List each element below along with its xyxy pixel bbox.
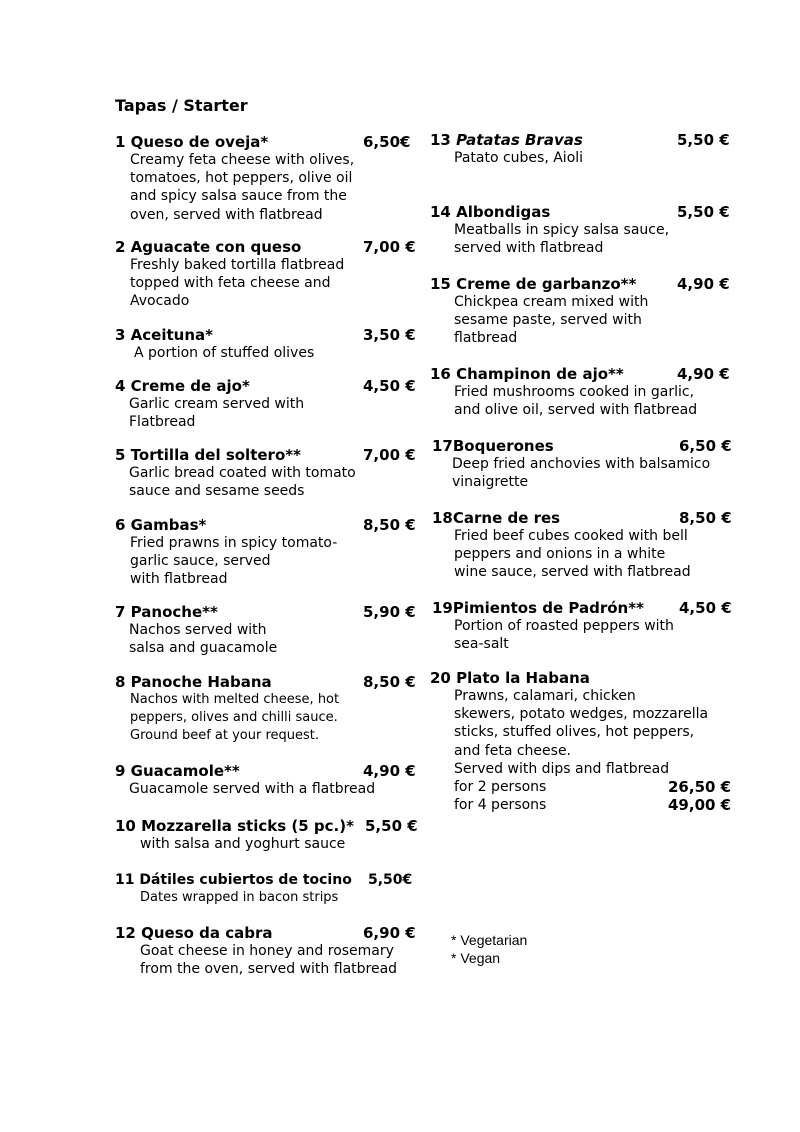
menu-item-2 [115, 238, 415, 311]
item-name: Panoche** [130, 603, 218, 621]
item-description-line: with salsa and yoghurt sauce [140, 836, 346, 852]
item-number: 17 [432, 437, 453, 455]
legend-vegan: * Vegan [451, 950, 501, 966]
item-price: 3,50 € [363, 326, 416, 344]
item-description-line: Meatballs in spicy salsa sauce, [454, 222, 670, 238]
item-number: 16 [430, 365, 451, 383]
item-price: 4,90 € [677, 365, 730, 383]
item-price: 4,90 € [363, 762, 416, 780]
item-name: Tortilla del soltero** [130, 446, 301, 464]
item-name: Mozzarella sticks (5 pc.)* [141, 817, 354, 835]
item-name: Queso de oveja* [130, 133, 269, 151]
serving-option-price: 26,50 € [668, 778, 732, 797]
item-price: 8,50 € [363, 516, 416, 534]
item-description-line: Patato cubes, Aioli [454, 150, 584, 166]
item-description-line: Guacamole served with a flatbread [129, 781, 376, 797]
item-description-line: Fried prawns in spicy tomato- [130, 535, 338, 551]
menu-item-16 [430, 365, 730, 419]
item-price: 5,50 € [677, 131, 730, 149]
item-description-line: Garlic bread coated with tomato [129, 465, 356, 481]
menu-item-12 [115, 924, 420, 978]
item-description-line: from the oven, served with flatbread [140, 961, 398, 978]
item-price: 6,50 € [679, 437, 732, 455]
item-price: 5,50€ [368, 872, 413, 888]
item-number: 13 [430, 131, 451, 149]
item-description-line: tomatoes, hot peppers, olive oil [130, 170, 353, 187]
legend-notes [451, 931, 527, 967]
item-number: 11 [115, 872, 135, 888]
menu-item-6 [115, 516, 415, 589]
menu-item-18 [432, 509, 732, 582]
legend-vegetarian: * Vegetarian [451, 932, 528, 948]
item-description-line: sea-salt [454, 636, 509, 653]
item-description-line: Nachos with melted cheese, hot [130, 692, 340, 707]
item-description-line: Prawns, calamari, chicken [454, 688, 636, 704]
item-description-line: served with flatbread [454, 240, 604, 257]
item-number: 2 [115, 238, 126, 256]
item-price: 4,50 € [679, 599, 732, 617]
item-price: 4,90 € [677, 275, 730, 293]
item-description-line: Served with dips and flatbread [454, 760, 670, 777]
item-description-line: with flatbread [130, 571, 228, 588]
menu-item-5 [115, 446, 415, 500]
item-number: 14 [430, 203, 451, 221]
item-number: 6 [115, 516, 126, 534]
item-name: Boquerones [452, 437, 554, 455]
item-description-line: salsa and guacamole [129, 640, 278, 657]
menu-item-10 [115, 817, 418, 853]
item-description-line: Creamy feta cheese with olives, [130, 152, 355, 168]
item-price: 8,50 € [363, 673, 416, 691]
item-description-line: Goat cheese in honey and rosemary [140, 943, 394, 959]
item-name: Creme de ajo* [130, 377, 250, 395]
item-name: Creme de garbanzo** [456, 275, 637, 293]
item-description-line: sticks, stuffed olives, hot peppers, [454, 724, 695, 741]
menu-item-20 [430, 669, 732, 814]
menu-item-19 [432, 599, 732, 653]
item-number: 4 [115, 377, 126, 395]
item-description-line: Nachos served with [129, 622, 267, 638]
item-price: 6,50€ [363, 133, 411, 151]
item-description-line: sesame paste, served with [454, 312, 642, 329]
menu-item-15 [430, 275, 730, 348]
item-description-line: Chickpea cream mixed with [454, 294, 649, 310]
item-number: 20 [430, 669, 451, 687]
item-price: 7,00 € [363, 446, 416, 464]
item-description-line: flatbread [454, 330, 518, 347]
item-description-line: vinaigrette [452, 474, 529, 491]
item-number: 18 [432, 509, 453, 527]
item-description-line: Deep fried anchovies with balsamico [452, 456, 711, 472]
item-name: Albondigas [456, 203, 551, 221]
serving-option-label: for 4 persons [454, 797, 547, 814]
item-name: Guacamole** [130, 762, 240, 780]
menu-item-11 [115, 871, 420, 907]
item-description-line: Dates wrapped in bacon strips [140, 890, 339, 905]
item-number: 9 [115, 762, 126, 780]
item-number: 8 [115, 673, 126, 691]
item-price: 5,50 € [677, 203, 730, 221]
item-description-line: peppers and onions in a white [454, 546, 666, 563]
item-description-line: Freshly baked tortilla flatbread [130, 257, 345, 273]
item-name: Pimientos de Padrón** [452, 599, 644, 617]
item-number: 10 [115, 817, 136, 835]
item-name: Plato la Habana [456, 669, 590, 687]
item-price: 5,90 € [363, 603, 416, 621]
item-description-line: wine sauce, served with flatbread [454, 564, 691, 581]
item-price: 7,00 € [363, 238, 416, 256]
item-description-line: Flatbread [129, 414, 196, 431]
menu-item-8 [115, 673, 415, 746]
menu-item-4 [115, 377, 415, 431]
menu-item-7 [115, 603, 415, 657]
item-description-line: skewers, potato wedges, mozzarella [454, 706, 709, 723]
item-description-line: Avocado [130, 293, 190, 310]
item-name: Gambas* [130, 516, 207, 534]
item-description-line: peppers, olives and chilli sauce. [130, 710, 338, 726]
serving-option-label: for 2 persons [454, 779, 547, 796]
menu-item-9 [115, 762, 415, 798]
item-number: 12 [115, 924, 136, 942]
item-description-line: garlic sauce, served [130, 553, 271, 570]
item-price: 4,50 € [363, 377, 416, 395]
item-price: 8,50 € [679, 509, 732, 527]
item-name: Patatas Bravas [456, 131, 583, 149]
item-description-line: and feta cheese. [454, 742, 572, 759]
item-name: Dátiles cubiertos de tocino [139, 872, 352, 888]
serving-option [430, 796, 732, 814]
item-name: Champinon de ajo** [456, 365, 624, 383]
menu-item-1 [115, 133, 415, 224]
item-number: 5 [115, 446, 126, 464]
item-description-line: topped with feta cheese and [130, 275, 331, 292]
item-number: 19 [432, 599, 453, 617]
item-name: Aceituna* [130, 326, 213, 344]
item-number: 3 [115, 326, 126, 344]
item-name: Panoche Habana [130, 673, 272, 691]
item-price: 5,50 € [365, 817, 418, 835]
serving-option-price: 49,00 € [668, 796, 732, 815]
item-description-line: Fried mushrooms cooked in garlic, [454, 384, 695, 400]
menu-item-14 [430, 203, 730, 257]
menu-item-13 [430, 131, 730, 167]
item-description-line: oven, served with flatbread [130, 206, 323, 223]
item-description-line: Fried beef cubes cooked with bell [454, 528, 688, 544]
item-description-line: A portion of stuffed olives [134, 345, 315, 361]
item-description-line: and spicy salsa sauce from the [130, 188, 347, 205]
item-description-line: and olive oil, served with flatbread [454, 402, 698, 419]
item-description-line: Portion of roasted peppers with [454, 618, 674, 634]
item-description-line: Ground beef at your request. [130, 728, 320, 744]
menu-item-17 [432, 437, 732, 491]
item-description-line: Garlic cream served with [129, 396, 305, 412]
item-number: 1 [115, 133, 126, 151]
item-price: 6,90 € [363, 924, 416, 942]
item-name: Carne de res [452, 509, 561, 527]
item-number: 15 [430, 275, 451, 293]
item-name: Aguacate con queso [130, 238, 302, 256]
menu-section-title: Tapas / Starter [115, 96, 248, 115]
item-name: Queso da cabra [141, 924, 273, 942]
item-description-line: sauce and sesame seeds [129, 483, 305, 500]
item-number: 7 [115, 603, 126, 621]
serving-option [430, 778, 732, 796]
menu-item-3 [115, 326, 415, 362]
